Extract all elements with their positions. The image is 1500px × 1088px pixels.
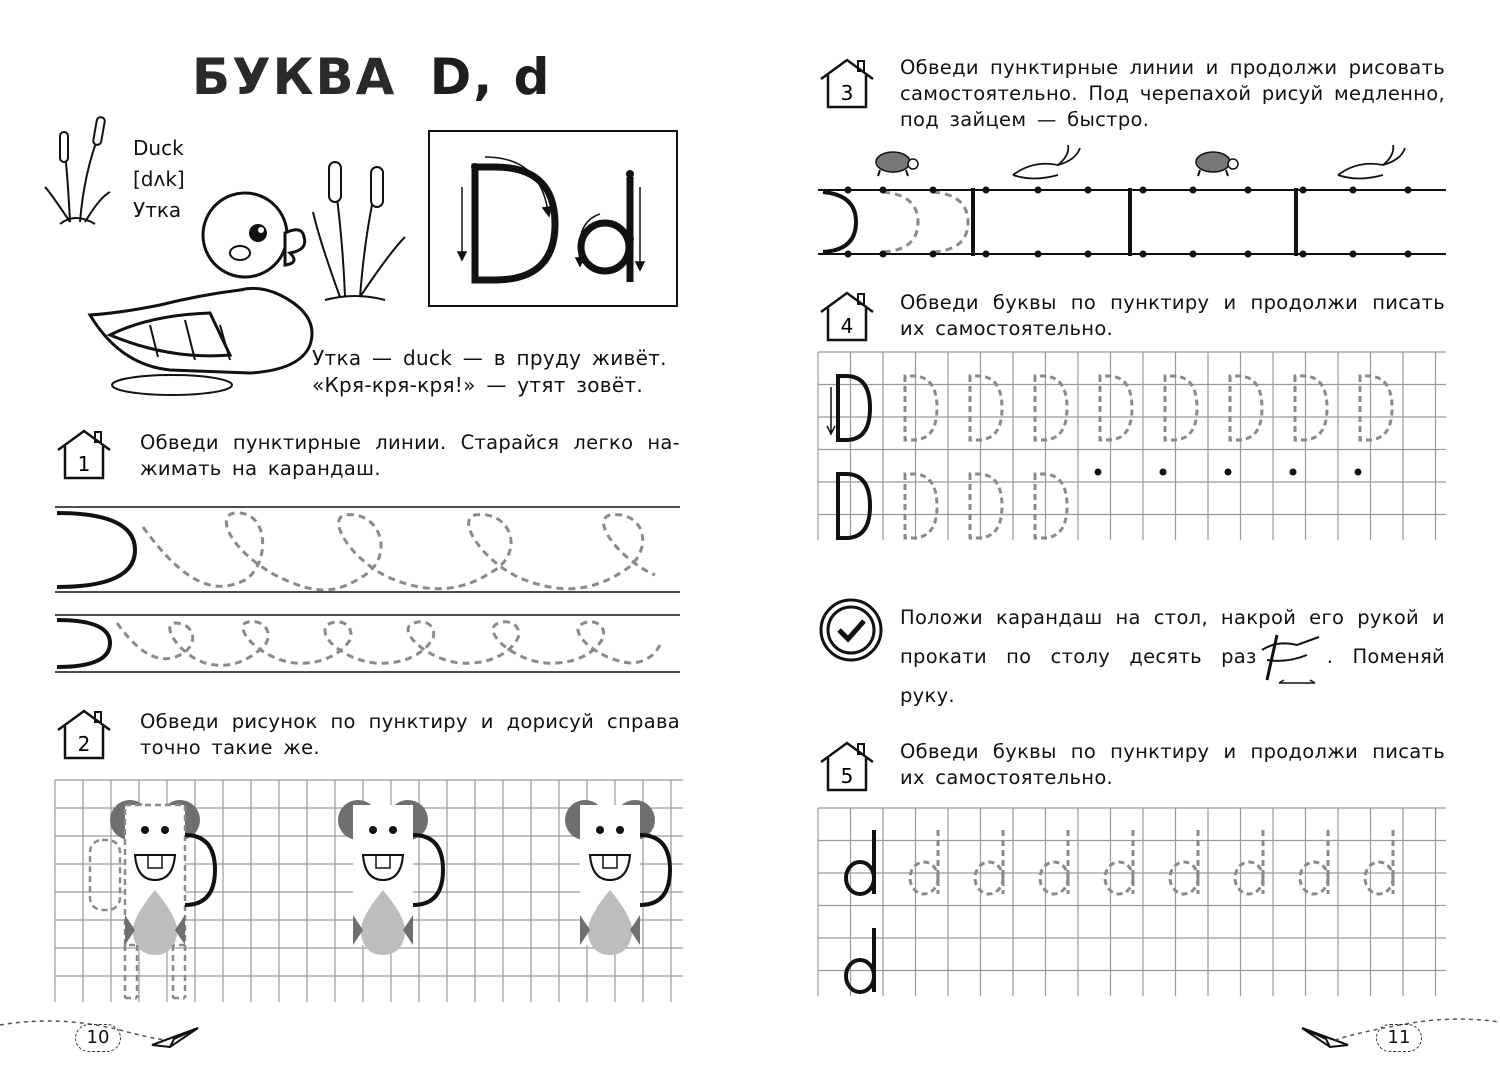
hand-pencil-icon [1257,643,1327,673]
letter-D-dashed [1165,376,1197,440]
guide-dot [1350,187,1357,194]
vocab-word: Duck [133,136,184,160]
guide-dot [845,187,852,194]
letter-D-dashed [1035,376,1067,440]
guide-dot [1405,251,1412,258]
picture-grid [55,780,685,1005]
letter-d-bowl [1040,862,1068,894]
animal-figure [90,800,215,998]
poem-line: Утка — duck — в пруду живёт. [312,346,667,370]
task-number: 5 [840,764,854,788]
letter-d-bowl [1365,862,1393,894]
paper-plane-icon [150,1025,200,1050]
letter-d-bowl [1300,862,1328,894]
task-number: 1 [77,452,91,476]
task-number: 4 [840,314,854,338]
house-icon [55,428,113,480]
task-number: 3 [840,81,854,105]
letter-D-dashed [905,474,937,538]
letter-D-dashed [905,376,937,440]
house-icon [55,708,113,760]
guide-dot [880,187,887,194]
letter-d-bowl [1235,862,1263,894]
guide-dot [1245,251,1252,258]
turtle-icon [876,152,918,176]
page-number-right: 11 [1376,1024,1422,1052]
vocab-translation: Утка [133,198,182,222]
poem-line: «Кря-кря-кря!» — утят зовёт. [312,373,644,397]
speed-lines [818,140,1448,265]
lowercase-grid [818,808,1448,998]
page-title [192,48,551,106]
letter-d-bowl [1105,862,1133,894]
break-task-text [900,598,1445,715]
uppercase-grid [818,352,1448,542]
break-text-after: . Поменяй руку. [900,645,1445,707]
page-number-left: 10 [75,1024,121,1052]
reed-icon [305,142,410,307]
task-2-text: Обведи рисунок по пунктиру и дорисуй справа точно такие же. [140,710,680,759]
letter-D-dashed [970,474,1002,538]
house-icon [818,290,876,342]
start-dot [1160,469,1167,476]
vocab-transcription: [dʌk] [133,167,185,191]
poem [312,345,667,399]
task-1-text: Обведи пунктирные линии. Старайся легко на-жимать на карандаш. [140,431,680,480]
letter-box [428,130,678,307]
tracing-waves [55,505,685,680]
letter-D-dashed [1035,474,1067,538]
task-3-text: Обведи пунктирные линии и продолжи рисовать самостоятельно. Под черепахой рисуй медленно, под зайцем — быстро. [900,56,1445,131]
guide-dot [1085,251,1092,258]
task-number: 2 [77,732,91,756]
title-letters: D, d [429,48,552,106]
start-dot [1225,469,1232,476]
guide-dot [1245,187,1252,194]
title-word: БУКВА [192,48,397,106]
guide-dot [1035,251,1042,258]
turtle-icon [1196,152,1238,176]
stroke-arrow [827,387,835,434]
start-dot [1095,469,1102,476]
start-dot [1355,469,1362,476]
letter-D-dashed [1295,376,1327,440]
house-icon [818,57,876,109]
guide-dot [983,251,990,258]
guide-dot [1085,187,1092,194]
hare-icon [1338,145,1405,179]
guide-dot [880,251,887,258]
guide-dot [1350,251,1357,258]
guide-dot [983,187,990,194]
task-4-text: Обведи буквы по пунктиру и продолжи писать их самостоятельно. [900,291,1445,340]
guide-dot [1300,187,1307,194]
letter-D-dashed [1100,376,1132,440]
hare-icon [1013,145,1080,179]
task-5-text: Обведи буквы по пунктиру и продолжи писать их самостоятельно. [900,740,1445,789]
guide-dot [1300,251,1307,258]
letter-stroke-guide [430,132,680,309]
house-icon [818,740,876,792]
animal-figure [565,800,670,955]
letter-D-solid [838,474,870,538]
letter-D-solid [838,376,870,440]
break-text-before: Положи карандаш на стол, накрой его рукой и прокати по столу десять раз [900,606,1445,668]
letter-d-bowl [975,862,1003,894]
guide-dot [1405,187,1412,194]
letter-d-bowl [910,862,938,894]
start-dot [1290,469,1297,476]
guide-dot [845,251,852,258]
guide-dot [930,187,937,194]
letter-D-dashed [1230,376,1262,440]
duck-illustration [80,195,320,410]
guide-dot [1140,187,1147,194]
animal-figure [338,800,443,955]
guide-dot [1140,251,1147,258]
letter-D-dashed [970,376,1002,440]
guide-dot [930,251,937,258]
letter-D-dashed [1360,376,1392,440]
letter-d-bowl [1170,862,1198,894]
guide-dot [1190,251,1197,258]
checkmark-icon [818,597,884,663]
guide-dot [1190,187,1197,194]
guide-dot [1035,187,1042,194]
